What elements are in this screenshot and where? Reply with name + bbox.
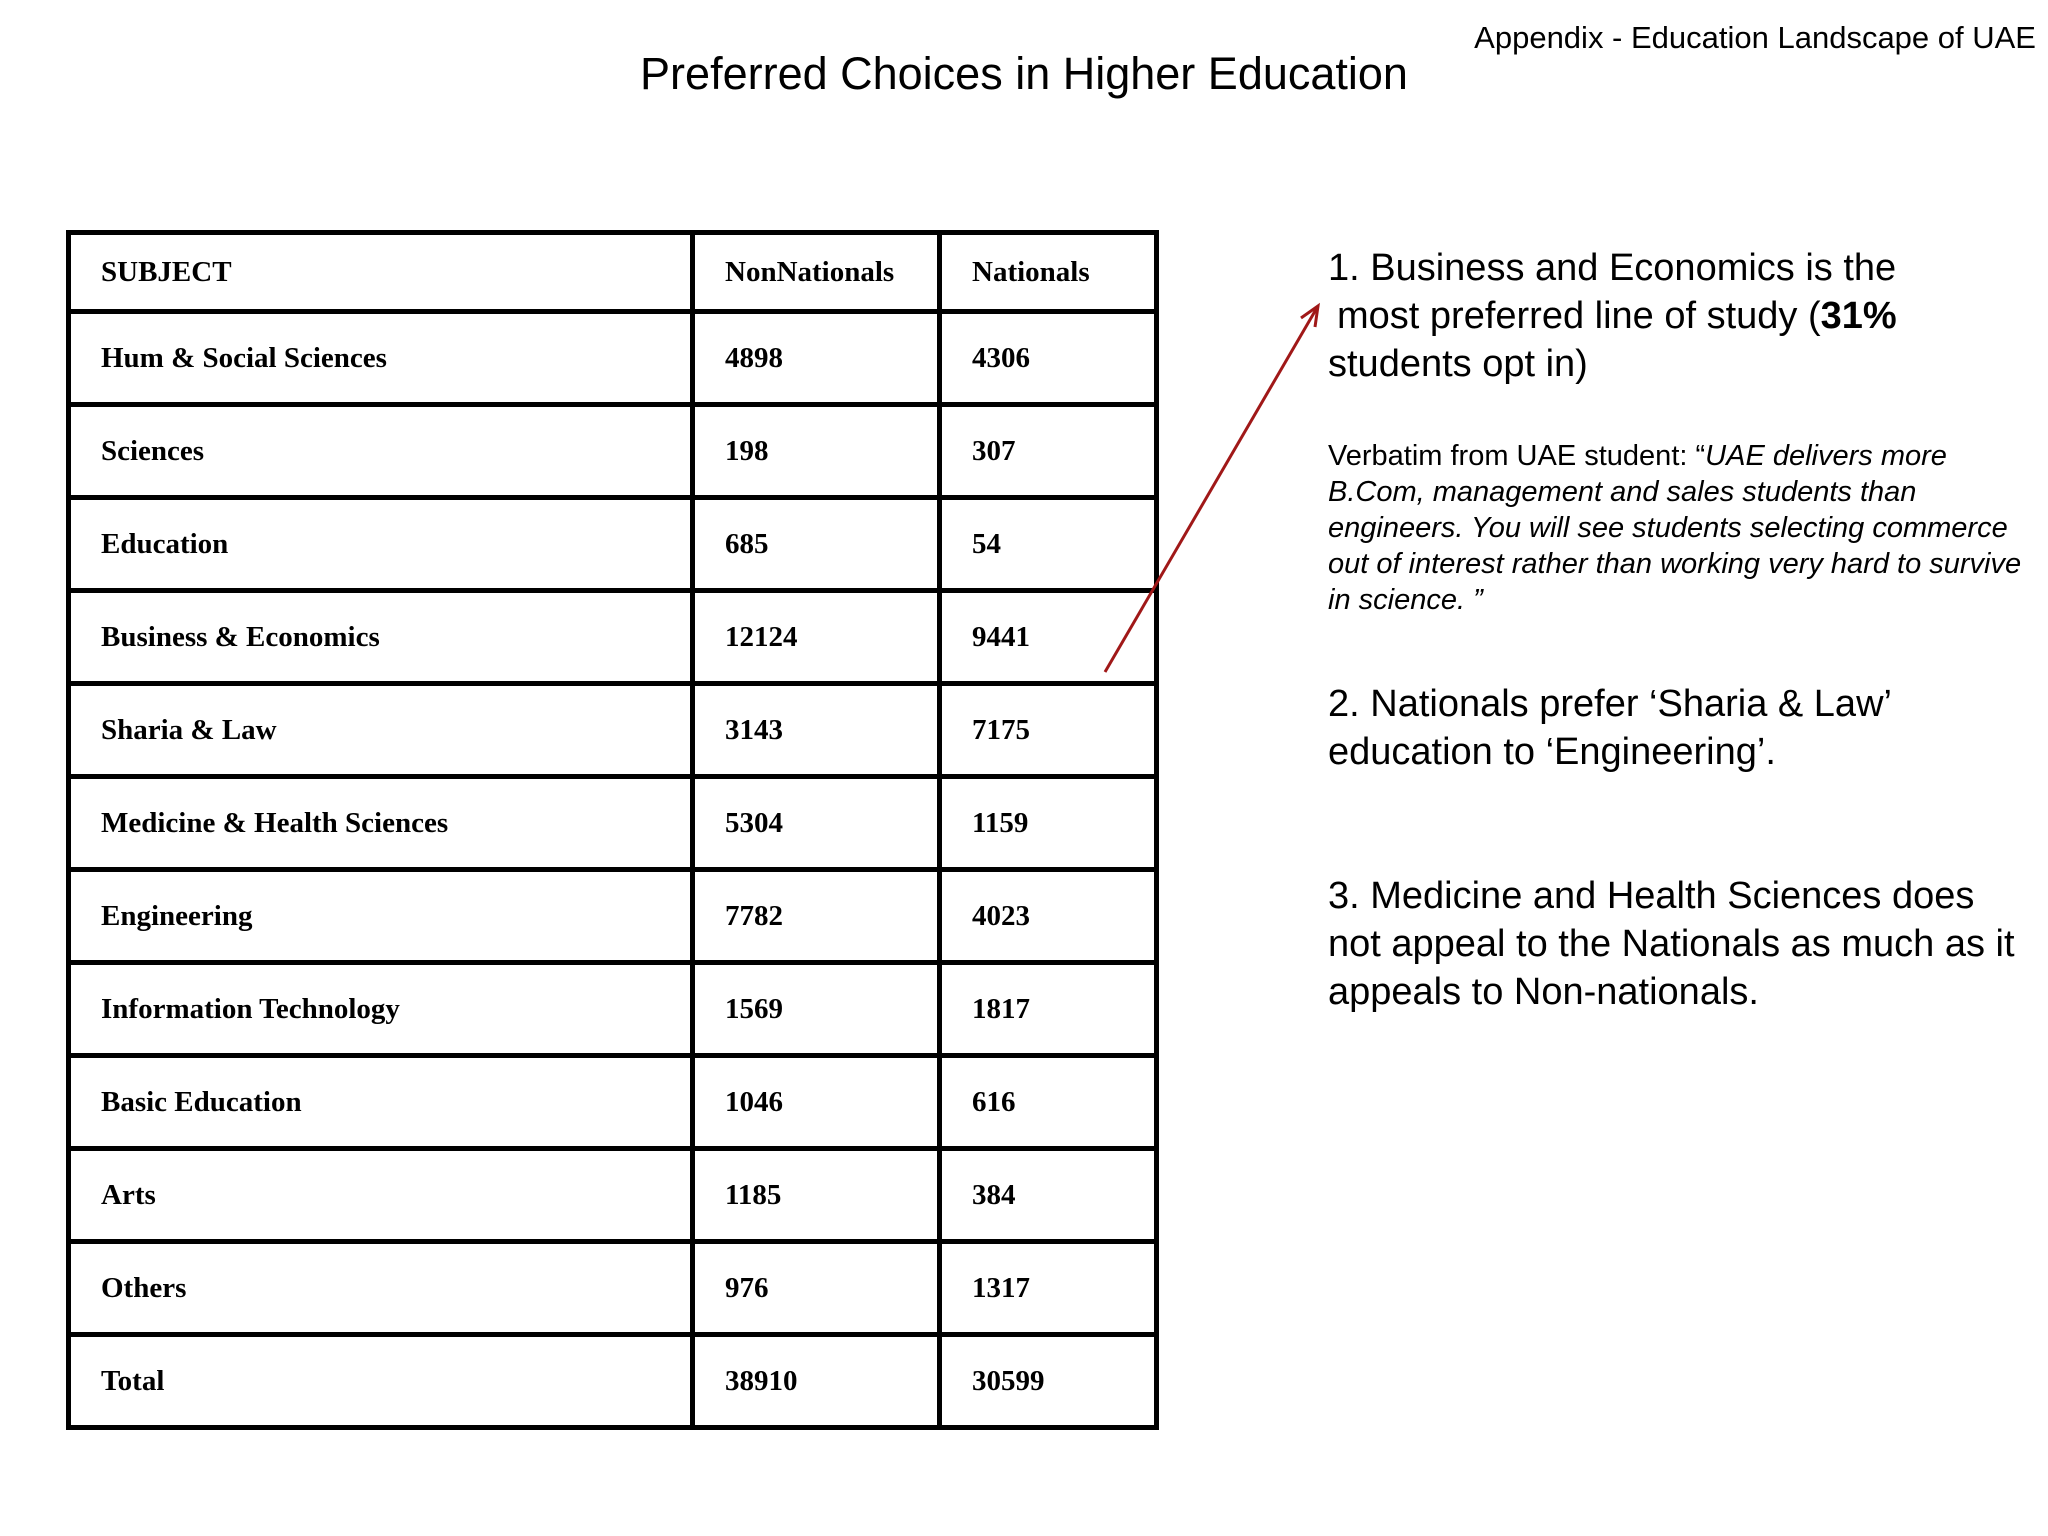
subject-table — [66, 230, 1159, 1430]
table-row — [69, 777, 1157, 870]
note-1-percentage: 31% — [1820, 295, 1897, 337]
note-1-line-2 — [1328, 292, 2028, 340]
nationals-cell: 9441 — [940, 591, 1157, 684]
nationals-cell: 30599 — [940, 1335, 1157, 1428]
table-row — [69, 498, 1157, 591]
subject-cell: Education — [69, 498, 693, 591]
nationals-cell: 54 — [940, 498, 1157, 591]
nonnationals-cell: 38910 — [693, 1335, 940, 1428]
nonnationals-cell: 685 — [693, 498, 940, 591]
note-1 — [1328, 244, 2028, 388]
table-row-total — [69, 1335, 1157, 1428]
verbatim-intro: Verbatim from UAE student: “ — [1328, 440, 1706, 472]
table-row — [69, 963, 1157, 1056]
nonnationals-cell: 1569 — [693, 963, 940, 1056]
nonnationals-cell: 12124 — [693, 591, 940, 684]
appendix-label: Appendix - Education Landscape of UAE — [1474, 20, 2036, 55]
page-title: Preferred Choices in Higher Education — [640, 48, 1408, 99]
subject-cell: Medicine & Health Sciences — [69, 777, 693, 870]
nonnationals-cell: 198 — [693, 405, 940, 498]
verbatim-quote — [1328, 438, 2028, 618]
subject-cell: Information Technology — [69, 963, 693, 1056]
nationals-cell: 1317 — [940, 1242, 1157, 1335]
column-header-nonnationals: NonNationals — [693, 233, 940, 312]
nationals-cell: 307 — [940, 405, 1157, 498]
nationals-cell: 384 — [940, 1149, 1157, 1242]
subject-cell: Total — [69, 1335, 693, 1428]
nationals-cell: 1159 — [940, 777, 1157, 870]
nonnationals-cell: 1185 — [693, 1149, 940, 1242]
table-row — [69, 1056, 1157, 1149]
table-row — [69, 591, 1157, 684]
column-header-nationals: Nationals — [940, 233, 1157, 312]
nationals-cell: 4023 — [940, 870, 1157, 963]
subject-cell: Sharia & Law — [69, 684, 693, 777]
subject-cell: Sciences — [69, 405, 693, 498]
subject-cell: Business & Economics — [69, 591, 693, 684]
nonnationals-cell: 4898 — [693, 312, 940, 405]
nationals-cell: 616 — [940, 1056, 1157, 1149]
subject-cell: Hum & Social Sciences — [69, 312, 693, 405]
note-1-line-1: 1. Business and Economics is the — [1328, 247, 1897, 289]
note-2: 2. Nationals prefer ‘Sharia & Law’ education to ‘Engineering’. — [1328, 683, 1891, 773]
nonnationals-cell: 3143 — [693, 684, 940, 777]
subject-cell: Others — [69, 1242, 693, 1335]
nationals-cell: 4306 — [940, 312, 1157, 405]
table-row — [69, 312, 1157, 405]
subject-cell: Arts — [69, 1149, 693, 1242]
nationals-cell: 7175 — [940, 684, 1157, 777]
subject-cell: Engineering — [69, 870, 693, 963]
subject-cell: Basic Education — [69, 1056, 693, 1149]
table-row — [69, 1149, 1157, 1242]
table-row — [69, 405, 1157, 498]
nationals-cell: 1817 — [940, 963, 1157, 1056]
nonnationals-cell: 5304 — [693, 777, 940, 870]
note-1-line-2-text: most preferred line of study ( — [1337, 295, 1821, 337]
table-row — [69, 870, 1157, 963]
verbatim-text: UAE delivers more B.Com, management and sales students than engineers. You will see students selecting commerce out of interest rather than working very hard to survive in science. ” — [1328, 440, 2022, 616]
note-1-line-3: students opt in) — [1328, 343, 1588, 385]
nonnationals-cell: 976 — [693, 1242, 940, 1335]
table-header-row — [69, 233, 1157, 312]
table-row — [69, 1242, 1157, 1335]
column-header-subject: SUBJECT — [69, 233, 693, 312]
nonnationals-cell: 7782 — [693, 870, 940, 963]
note-3: 3. Medicine and Health Sciences does not appeal to the Nationals as much as it appeals to Non-nationals. — [1328, 875, 2015, 1013]
nonnationals-cell: 1046 — [693, 1056, 940, 1149]
table-row — [69, 684, 1157, 777]
